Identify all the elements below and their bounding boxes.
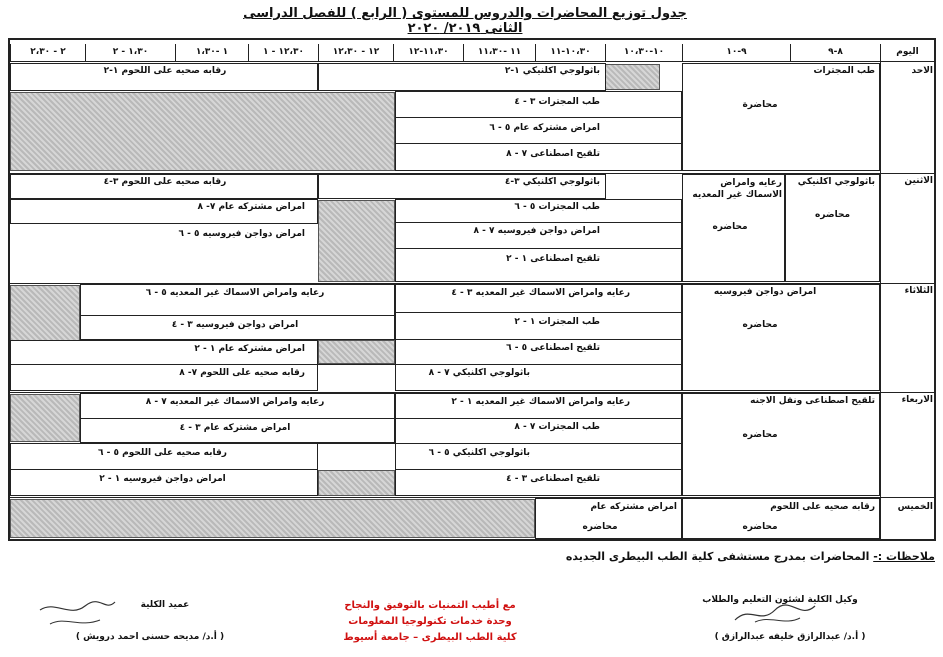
shaded-block [10, 285, 80, 341]
thursday-lec1-subject: رقابه صحيه على اللحوم [770, 502, 875, 512]
shaded-block [318, 470, 395, 496]
shaded-block [10, 499, 535, 538]
monday-lec1-box [785, 174, 880, 282]
header-slot: ٢ - ٢،٣٠ [10, 44, 85, 61]
monday-lab1: باثولوجي اكلنيكي ٣-٤ [504, 177, 600, 187]
cell-divider [395, 469, 682, 470]
dean-name: ( أ.د/ مديحه حسنى احمد درويش ) [75, 632, 225, 642]
monday-lec1-subject: باثولوجي اكلنيكي [797, 177, 875, 187]
sunday-row: امراض مشتركه عام ٥ - ٦ [489, 123, 600, 133]
header-slot: ١١ -١١،٣٠ [463, 44, 535, 61]
header-slot: ٨-٩ [790, 44, 880, 61]
cell-divider [80, 418, 395, 419]
dean-title: عميد الكلية [140, 600, 190, 610]
monday-lec2-subject: رعايه وامراض الاسماك غير المعديه [692, 178, 782, 200]
thursday-lec2-type: محاضره [582, 522, 618, 532]
sunday-row: تلقيح اصطناعى ٧ - ٨ [506, 149, 600, 159]
day-monday: الاثنين [904, 176, 933, 186]
notes-text: المحاضرات بمدرج مستشفى كلية الطب البيطرى الجديده [565, 550, 870, 563]
monday-row: امراض دواجن فيروسيه ٧ - ٨ [473, 226, 600, 236]
wednesday-row: باثولوجي اكلنيكي ٥ - ٦ [428, 448, 530, 458]
sunday-row: طب المجترات ٣ - ٤ [514, 97, 600, 107]
vice-dean-name: ( أ.د/ عبدالرازق خليفه عبدالرازق ) [714, 632, 866, 642]
notes-line [560, 550, 935, 563]
tuesday-row: تلقيح اصطناعى ٥ - ٦ [506, 343, 600, 353]
cell-divider [395, 418, 682, 419]
row-divider [8, 61, 936, 62]
cell-divider [10, 364, 318, 365]
header-slot: ١٠-١٠،٣٠ [605, 44, 682, 61]
wednesday-row: طب المجترات ٧ - ٨ [514, 422, 600, 432]
header-day: اليوم [880, 44, 934, 61]
header-slot: ١٢ - ١٢،٣٠ [318, 44, 393, 61]
cell-divider [318, 443, 682, 444]
header-slot: ١ -١،٣٠ [175, 44, 248, 61]
tuesday-row: رعايه وامراض الاسماك غير المعديه ٣ - ٤ [451, 288, 630, 298]
wednesday-right-row: امراض دواجن فيروسيه ١ - ٢ [99, 474, 226, 484]
sunday-lecture-box [682, 63, 880, 171]
monday-lec2-type: محاضره [712, 222, 748, 232]
cell-divider [395, 143, 682, 144]
shaded-block [10, 92, 395, 171]
day-column-divider [880, 44, 881, 539]
header-slot: ١،٣٠ - ٢ [85, 44, 175, 61]
tuesday-row: باثولوجي اكلنيكي ٧ - ٨ [428, 368, 530, 378]
tuesday-right-row: امراض مشتركه عام ١ - ٢ [194, 344, 305, 354]
thursday-lec2-subject: امراض مشتركه عام [590, 502, 677, 512]
dean-signature [35, 598, 120, 630]
shaded-block [318, 340, 395, 364]
tuesday-right-row: رقابه صحيه على اللحوم ٧- ٨ [179, 368, 305, 378]
monday-right-row: امراض مشتركه عام ٧- ٨ [197, 202, 305, 212]
cell-divider [395, 222, 682, 223]
footer-wish: مع أطيب التمنيات بالتوفيق والنجاح [344, 600, 516, 611]
cell-divider [395, 117, 682, 118]
tuesday-right-row: رعايه وامراض الاسماك غير المعديه ٥ - ٦ [145, 288, 325, 298]
header-slot: ١٢،٣٠ - ١ [248, 44, 318, 61]
wednesday-right-row: رعايه وامراض الاسماك غير المعديه ٧ - ٨ [145, 397, 325, 407]
header-slot: ٩-١٠ [682, 44, 790, 61]
tuesday-lecture-type: محاضره [742, 320, 778, 330]
header-slot: ١٠،٣٠-١١ [535, 44, 605, 61]
vice-dean-signature [730, 600, 820, 628]
sunday-lab1: باثولوجي اكلنيكي ١-٢ [504, 66, 600, 76]
wednesday-right-row: امراض مشتركه عام ٣ - ٤ [179, 423, 291, 433]
day-thursday: الخميس [897, 502, 933, 512]
wednesday-lecture-type: محاضره [742, 430, 778, 440]
day-tuesday: الثلاثاء [904, 286, 933, 296]
cell-divider [80, 315, 395, 316]
vice-dean-title: وكيل الكلية لشئون التعليم والطلاب [702, 595, 858, 605]
shaded-block [318, 200, 395, 282]
monday-row: طب المجترات ٥ - ٦ [514, 202, 600, 212]
tuesday-lecture-box [682, 284, 880, 391]
tuesday-lecture-subject: امراض دواجن فيروسيه [713, 287, 817, 297]
cell-divider [395, 312, 682, 313]
wednesday-lecture-box [682, 393, 880, 496]
day-sunday: الاحد [911, 66, 933, 76]
monday-lec1-type: محاضره [814, 210, 851, 220]
wednesday-row: رعايه وامراض الاسماك غير المعديه ١ - ٢ [451, 397, 630, 407]
break-shaded [605, 64, 660, 90]
wednesday-lecture-subject: تلقيح اصطناعى ونقل الاجنه [750, 396, 875, 406]
cell-divider [395, 339, 682, 340]
cell-divider [10, 469, 318, 470]
sunday-lecture-subject: طب المجترات [813, 66, 875, 76]
notes-label: ملاحظات :- [873, 550, 935, 563]
tuesday-right-row: امراض دواجن فيروسيه ٣ - ٤ [171, 320, 299, 330]
sunday-lab2: رقابه صحيه على اللحوم ١-٢ [103, 66, 227, 76]
cell-divider [318, 364, 682, 365]
tuesday-row: طب المجترات ١ - ٢ [514, 317, 600, 327]
footer-unit: وحدة خدمات تكنولوجيا المعلومات [348, 616, 512, 627]
monday-row: تلقيح اصطناعى ١ - ٢ [506, 254, 600, 264]
header-slot: ١١،٣٠-١٢ [393, 44, 463, 61]
sunday-lecture-type: محاضرة [742, 100, 778, 110]
thursday-lec1-type: محاضره [742, 522, 778, 532]
shaded-block [10, 394, 80, 442]
wednesday-row: تلقيح اصطناعى ٣ - ٤ [506, 474, 600, 484]
wednesday-right-row: رقابه صحيه على اللحوم ٥ - ٦ [98, 448, 227, 458]
footer-faculty: كلية الطب البيطرى – جامعة أسيوط [343, 632, 517, 643]
cell-divider [395, 248, 682, 249]
monday-right-row: امراض دواجن فيروسيه ٥ - ٦ [178, 229, 305, 239]
page-title: جدول توزيع المحاضرات والدروس للمستوى ( الرابع ) للفصل الدراسى الثانى ٢٠١٩/ ٢٠٢٠ [243, 6, 687, 36]
monday-lab2: رقابه صحيه على اللحوم ٣-٤ [103, 177, 227, 187]
day-wednesday: الاربعاء [901, 395, 933, 405]
